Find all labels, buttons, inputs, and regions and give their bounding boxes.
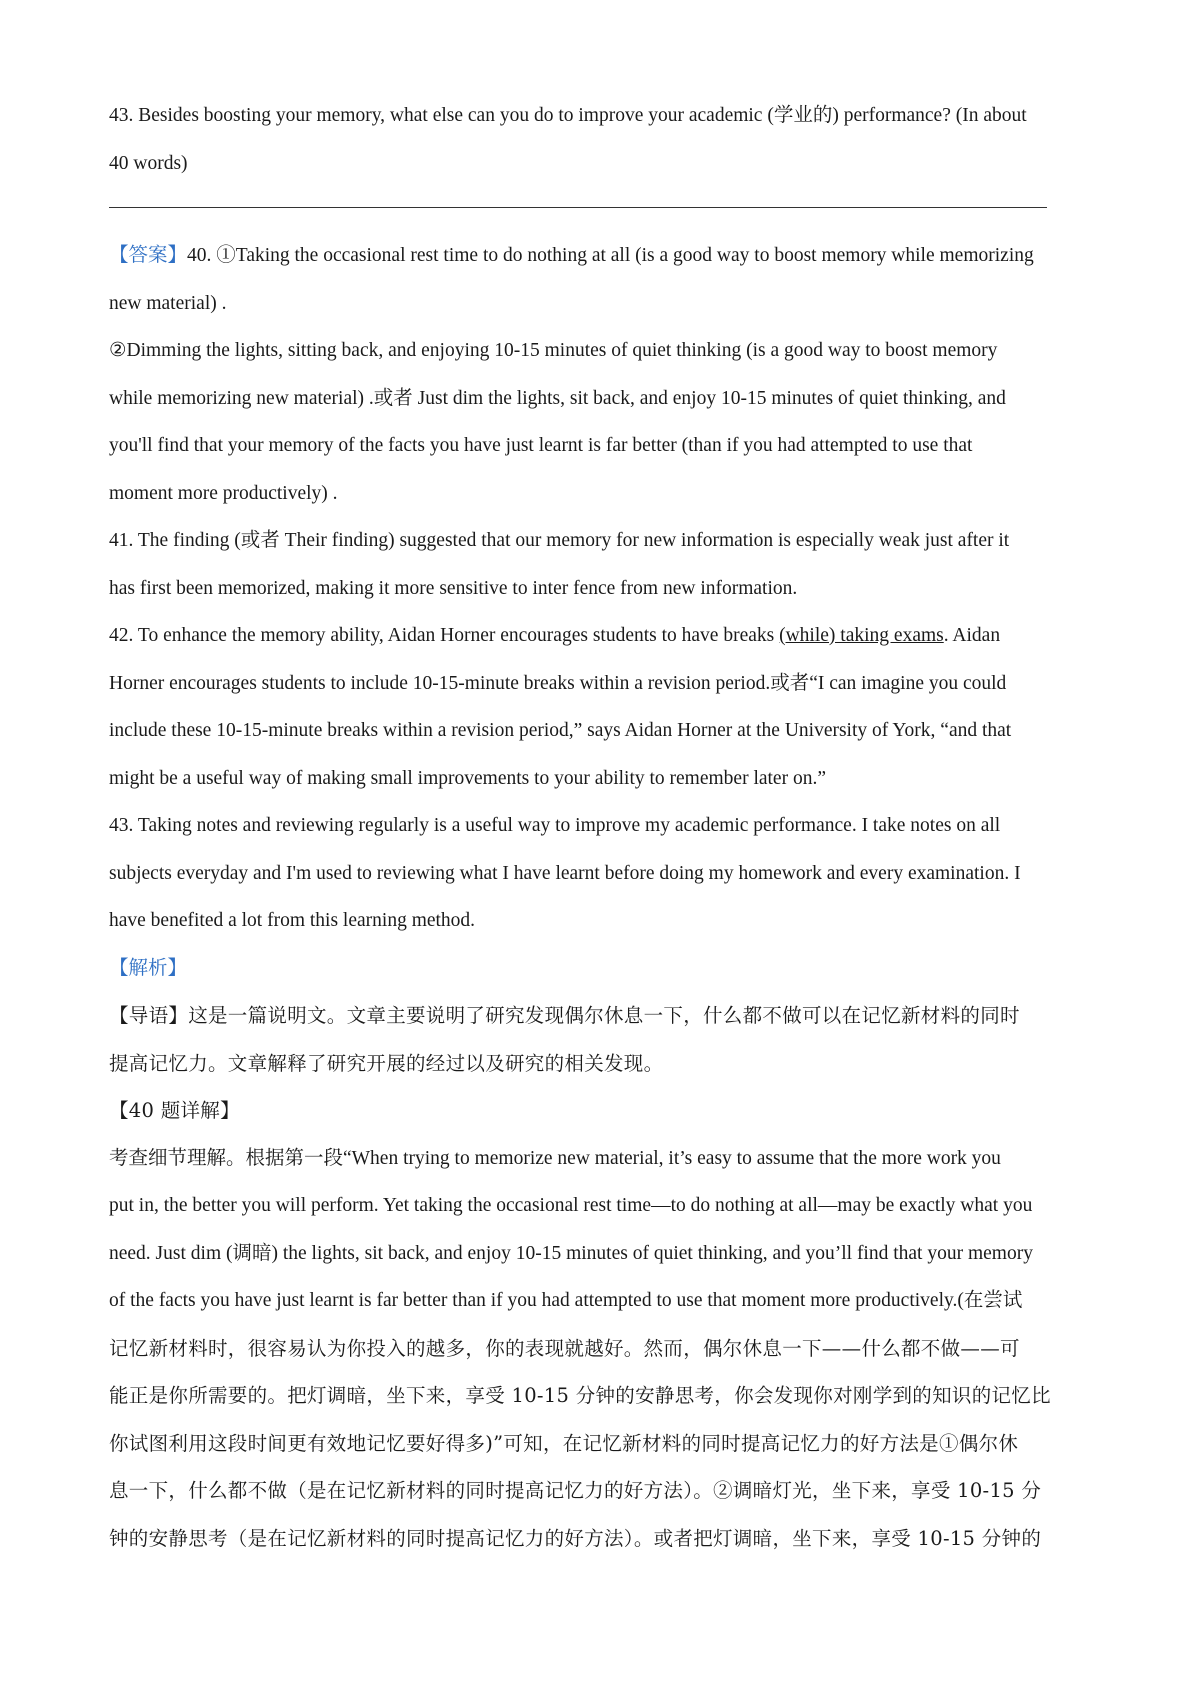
answer-tag: 【答案】 [109,245,188,266]
answer-42-text-pre: 42. To enhance the memory ability, Aidan Horner encourages students to have breaks [109,625,780,646]
detail-line-2: put in, the better you will perform. Yet taking the occasional rest time—to do nothing at all—may be exactly what you [109,1195,1033,1216]
answer-line-9 [109,612,1108,660]
answer-line-11: include these 10-15-minute breaks within a revision period,” says Aidan Horner at the University of York, “and that [109,720,1012,741]
detail-line-7: 你试图利用这段时间更有效地记忆要好得多)”可知，在记忆新材料的同时提高记忆力的好方法是①偶尔休 [109,1431,1019,1455]
answer-line-6: moment more productively) . [109,482,338,504]
detail-line-5: 记忆新材料时，很容易认为你投入的越多，你的表现就越好。然而，偶尔休息一下——什么都不做——可 [109,1336,1020,1360]
answer-line-1 [109,232,1108,280]
answer-line-10: Horner encourages students to include 10-15-minute breaks within a revision period.或者“I can imagine you could [109,672,1007,694]
answer-line-12: might be a useful way of making small improvements to your ability to remember later on.” [109,767,826,789]
answer-line-7: 41. The finding (或者 Their finding) suggested that our memory for new information is especially weak just after it [109,530,1010,551]
answer-42-text-post: . Aidan [943,625,1001,646]
answer-line-3: ②Dimming the lights, sitting back, and enjoying 10-15 minutes of quiet thinking (is a good way to boost memory [109,340,998,361]
answer-blank-line [109,207,1047,208]
answer-line-15: have benefited a lot from this learning method. [109,910,476,931]
analysis-intro-line-1: 【导语】这是一篇说明文。文章主要说明了研究发现偶尔休息一下，什么都不做可以在记忆新材料的同时 [109,1004,1020,1027]
question-40-heading: 【40 题详解】 [109,1099,240,1122]
answer-40-text: 40. ①Taking the occasional rest time to do nothing at all (is a good way to boost memory while memorizing [187,245,1034,266]
detail-line-3: need. Just dim (调暗) the lights, sit back, and enjoy 10-15 minutes of quiet thinking, and you’ll find that your memory [109,1242,1033,1264]
detail-line-9: 钟的安静思考（是在记忆新材料的同时提高记忆力的好方法）。或者把灯调暗，坐下来，享受 10-15 分钟的 [109,1526,1042,1550]
answer-line-14: subjects everyday and I'm used to reviewing what I have learnt before doing my homework and every examination. I [109,862,1021,884]
answer-line-5: you'll find that your memory of the facts you have just learnt is far better (than if you had attempted to use that [109,435,973,456]
question-43-line-1: 43. Besides boosting your memory, what else can you do to improve your academic (学业的) performance? (In about [109,105,1027,126]
detail-line-6: 能正是你所需要的。把灯调暗，坐下来，享受 10-15 分钟的安静思考，你会发现你对刚学到的知识的记忆比 [109,1384,1051,1407]
answer-42-underlined: (while) taking exams [779,625,944,646]
detail-line-4: of the facts you have just learnt is far better than if you had attempted to use that moment more productively.(在尝试 [109,1290,1023,1311]
question-43-line-2: 40 words) [109,152,188,174]
answer-line-4: while memorizing new material) .或者 Just dim the lights, sit back, and enjoy 10-15 minutes of quiet thinking, and [109,387,1006,409]
answer-line-8: has first been memorized, making it more sensitive to inter fence from new information. [109,577,798,599]
analysis-intro-line-2: 提高记忆力。文章解释了研究开展的经过以及研究的相关发现。 [109,1051,664,1075]
detail-line-8: 息一下，什么都不做（是在记忆新材料的同时提高记忆力的好方法）。②调暗灯光，坐下来，享受 10-15 分 [109,1479,1042,1502]
analysis-tag: 【解析】 [109,957,188,979]
answer-line-13: 43. Taking notes and reviewing regularly is a useful way to improve my academic performance. I take notes on all [109,815,1001,836]
detail-line-1: 考查细节理解。根据第一段“When trying to memorize new material, it’s easy to assume that the more work you [109,1147,1001,1169]
answer-line-2: new material) . [109,292,227,314]
